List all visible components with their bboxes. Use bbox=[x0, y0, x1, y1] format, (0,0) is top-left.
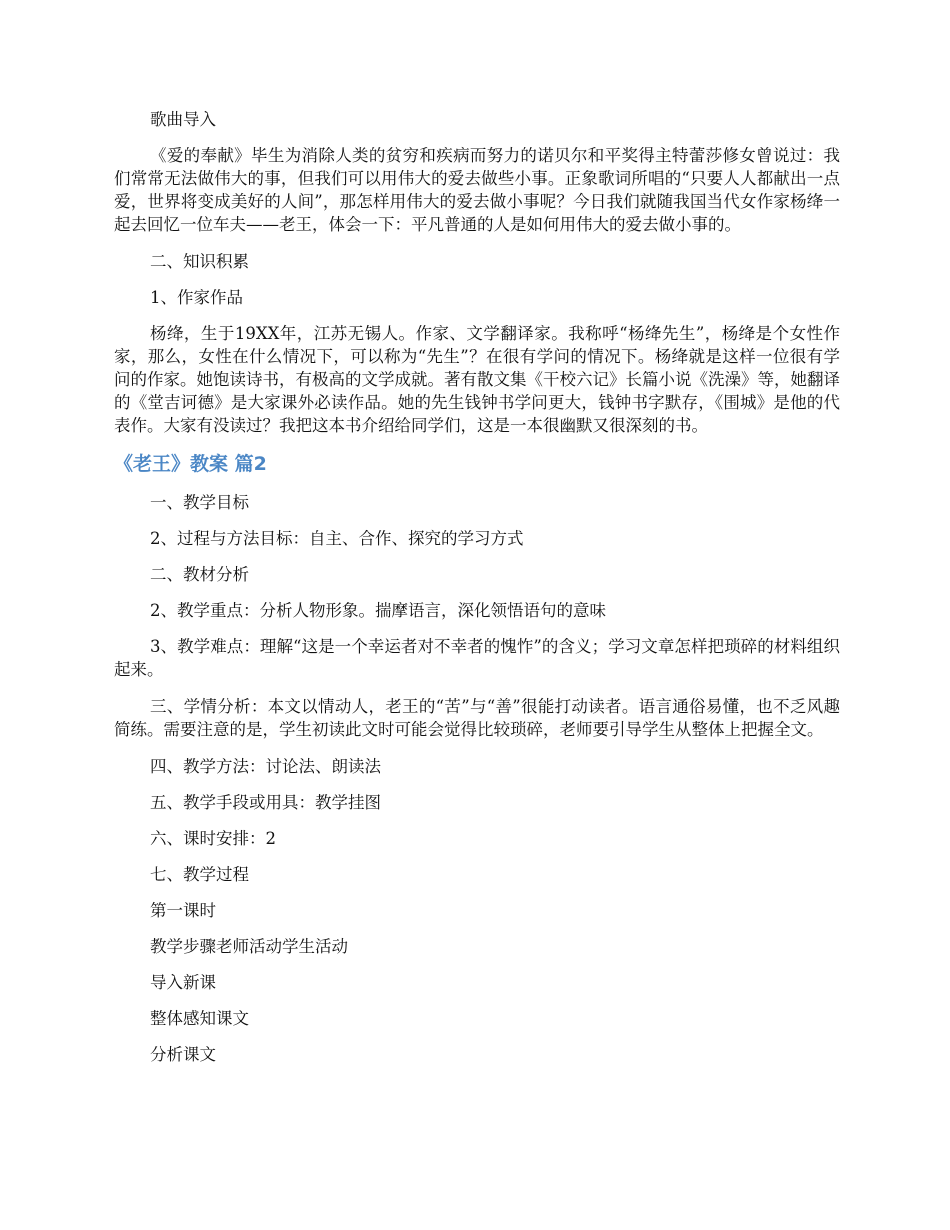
paragraph-love-dedication: 《爱的奉献》毕生为消除人类的贫穷和疾病而努力的诺贝尔和平奖得主特蕾莎修女曾说过：我们常常无法做伟大的事，但我们可以用伟大的爱去做些小事。正象歌词所唱的“只要人人都献出一点爱，世界将变成美好的人间”，那怎样用伟大的爱去做小事呢？今日我们就随我国当代女作家杨绛一起去回忆一位车夫——老王，体会一下：平凡普通的人是如何用伟大的爱去做小事的。 bbox=[114, 146, 840, 234]
paragraph-first-lesson: 第一课时 bbox=[150, 901, 216, 920]
section-heading-lesson-plan-2: 《老王》教案 篇2 bbox=[114, 453, 267, 475]
paragraph-yang-jiang-bio: 杨绛，生于19XX年，江苏无锡人。作家、文学翻译家。我称呼“杨绛先生”，杨绛是个女性作家，那么，女性在什么情况下，可以称为“先生”？在很有学问的情况下。杨绛就是这样一位很有学问的作家。她饱读诗书，有极高的文学成就。著有散文集《干校六记》长篇小说《洗澡》等，她翻译的《堂吉诃德》是大家课外必读作品。她的先生钱钟书学问更大，钱钟书字默存，《围城》是他的代表作。大家有没读过？我把这本书介绍给同学们，这是一本很幽默又很深刻的书。 bbox=[114, 324, 841, 435]
paragraph-teaching-process: 七、教学过程 bbox=[150, 865, 249, 884]
paragraph-material-analysis: 二、教材分析 bbox=[150, 565, 249, 584]
paragraph-process-method-goal: 2、过程与方法目标：自主、合作、探究的学习方式 bbox=[150, 529, 524, 548]
paragraph-song-intro: 歌曲导入 bbox=[150, 110, 216, 129]
paragraph-class-hours: 六、课时安排：2 bbox=[150, 829, 276, 848]
paragraph-introduce-new-lesson: 导入新课 bbox=[150, 973, 216, 992]
paragraph-overall-perception: 整体感知课文 bbox=[150, 1009, 249, 1028]
paragraph-teaching-methods: 四、教学方法：讨论法、朗读法 bbox=[150, 757, 381, 776]
paragraph-teaching-tools: 五、教学手段或用具：教学挂图 bbox=[150, 793, 381, 812]
paragraph-teaching-goals: 一、教学目标 bbox=[150, 493, 249, 512]
paragraph-author-works-heading: 1、作家作品 bbox=[150, 288, 243, 307]
paragraph-knowledge-heading: 二、知识积累 bbox=[150, 252, 249, 271]
paragraph-analyze-text: 分析课文 bbox=[150, 1045, 216, 1064]
paragraph-difficult-points: 3、教学难点：理解“这是一个幸运者对不幸者的愧怍”的含义；学习文章怎样把琐碎的材料组织起来。 bbox=[114, 637, 840, 679]
paragraph-key-points: 2、教学重点：分析人物形象。揣摩语言，深化领悟语句的意味 bbox=[150, 601, 606, 620]
paragraph-teaching-steps: 教学步骤老师活动学生活动 bbox=[150, 937, 348, 956]
paragraph-learner-analysis: 三、学情分析：本文以情动人，老王的“苦”与“善”很能打动读者。语言通俗易懂，也不乏风趣简练。需要注意的是，学生初读此文时可能会觉得比较琐碎，老师要引导学生从整体上把握全文。 bbox=[114, 697, 840, 739]
